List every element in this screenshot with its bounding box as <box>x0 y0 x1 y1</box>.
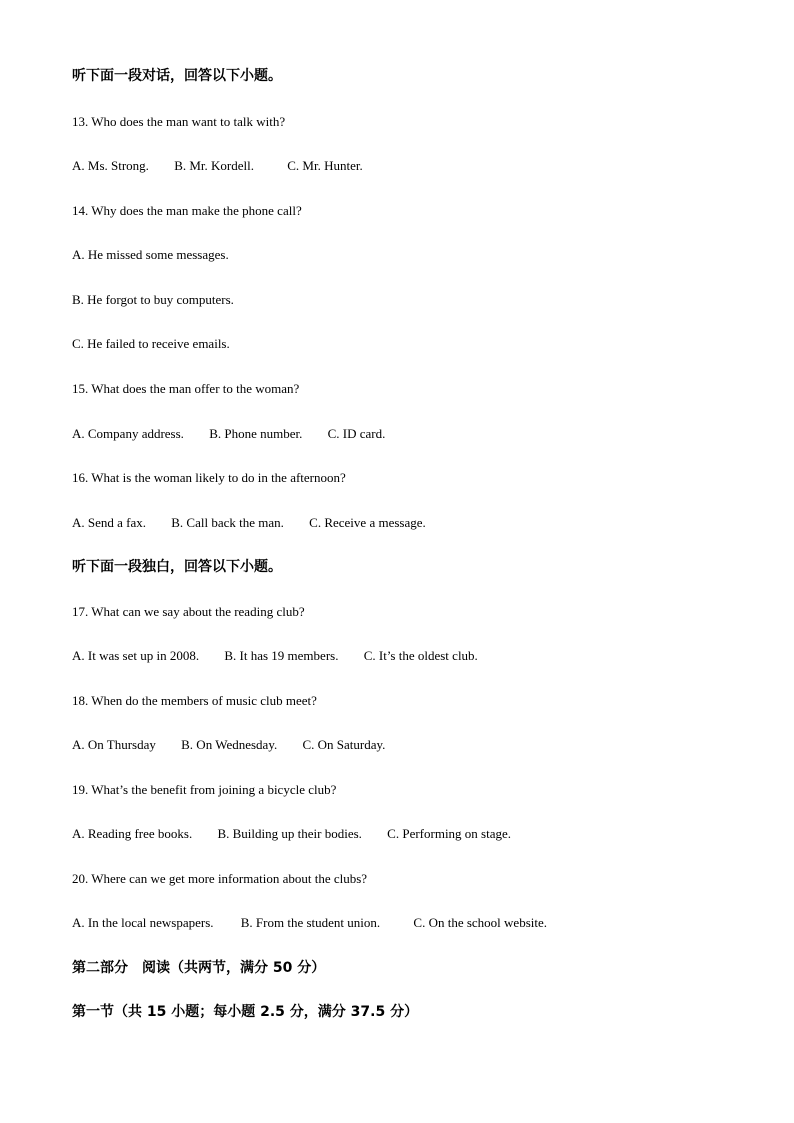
question-17-options <box>72 647 478 665</box>
question-18-stem: 18. When do the members of music club meet? <box>72 693 317 708</box>
question-16-option-a: A. Send a fax. <box>72 515 147 530</box>
part-two-title: 第二部分 阅读（共两节，满分 50 分） <box>72 960 326 976</box>
question-20-option-c: C. On the school website. <box>413 915 547 930</box>
monologue-instruction: 听下面一段独白，回答以下小题。 <box>72 559 282 575</box>
question-16-option-c: C. Receive a message. <box>309 515 426 530</box>
question-15-option-b: B. Phone number. <box>209 426 303 441</box>
question-16-option-b: B. Call back the man. <box>171 515 284 530</box>
section-one-title: 第一节（共 15 小题；每小题 2.5 分，满分 37.5 分） <box>72 1004 419 1020</box>
question-19-options <box>72 825 511 843</box>
question-14-option-a: A. He missed some messages. <box>72 247 229 262</box>
question-14-option-b: B. He forgot to buy computers. <box>72 292 234 307</box>
question-15-option-a: A. Company address. <box>72 426 184 441</box>
question-20-stem: 20. Where can we get more information about the clubs? <box>72 871 368 886</box>
question-19-option-c: C. Performing on stage. <box>387 826 512 841</box>
question-17-option-c: C. It’s the oldest club. <box>363 648 478 663</box>
question-13-option-c: C. Mr. Hunter. <box>287 158 363 173</box>
question-18-option-a: A. On Thursday <box>72 737 156 752</box>
question-17-stem: 17. What can we say about the reading club? <box>72 604 305 619</box>
question-18-option-c: C. On Saturday. <box>302 737 386 752</box>
question-13-options <box>72 157 363 175</box>
question-16-options <box>72 514 426 532</box>
question-17-option-b: B. It has 19 members. <box>224 648 339 663</box>
question-20-option-a: A. In the local newspapers. <box>72 915 214 930</box>
question-20-option-b: B. From the student union. <box>240 915 381 930</box>
question-20-options <box>72 914 547 932</box>
question-19-option-a: A. Reading free books. <box>72 826 193 841</box>
question-18-option-b: B. On Wednesday. <box>181 737 278 752</box>
question-14-option-c: C. He failed to receive emails. <box>72 336 230 351</box>
dialogue-instruction: 听下面一段对话，回答以下小题。 <box>72 68 282 84</box>
question-19-stem: 19. What’s the benefit from joining a bicycle club? <box>72 782 337 797</box>
question-13-stem: 13. Who does the man want to talk with? <box>72 114 286 129</box>
question-18-options <box>72 736 385 754</box>
question-13-option-a: A. Ms. Strong. <box>72 158 149 173</box>
question-14-stem: 14. Why does the man make the phone call? <box>72 203 302 218</box>
question-15-stem: 15. What does the man offer to the woman? <box>72 381 300 396</box>
question-15-option-c: C. ID card. <box>327 426 386 441</box>
question-19-option-b: B. Building up their bodies. <box>217 826 362 841</box>
question-13-option-b: B. Mr. Kordell. <box>174 158 254 173</box>
question-15-options <box>72 425 385 443</box>
question-17-option-a: A. It was set up in 2008. <box>72 648 200 663</box>
question-16-stem: 16. What is the woman likely to do in the afternoon? <box>72 470 346 485</box>
